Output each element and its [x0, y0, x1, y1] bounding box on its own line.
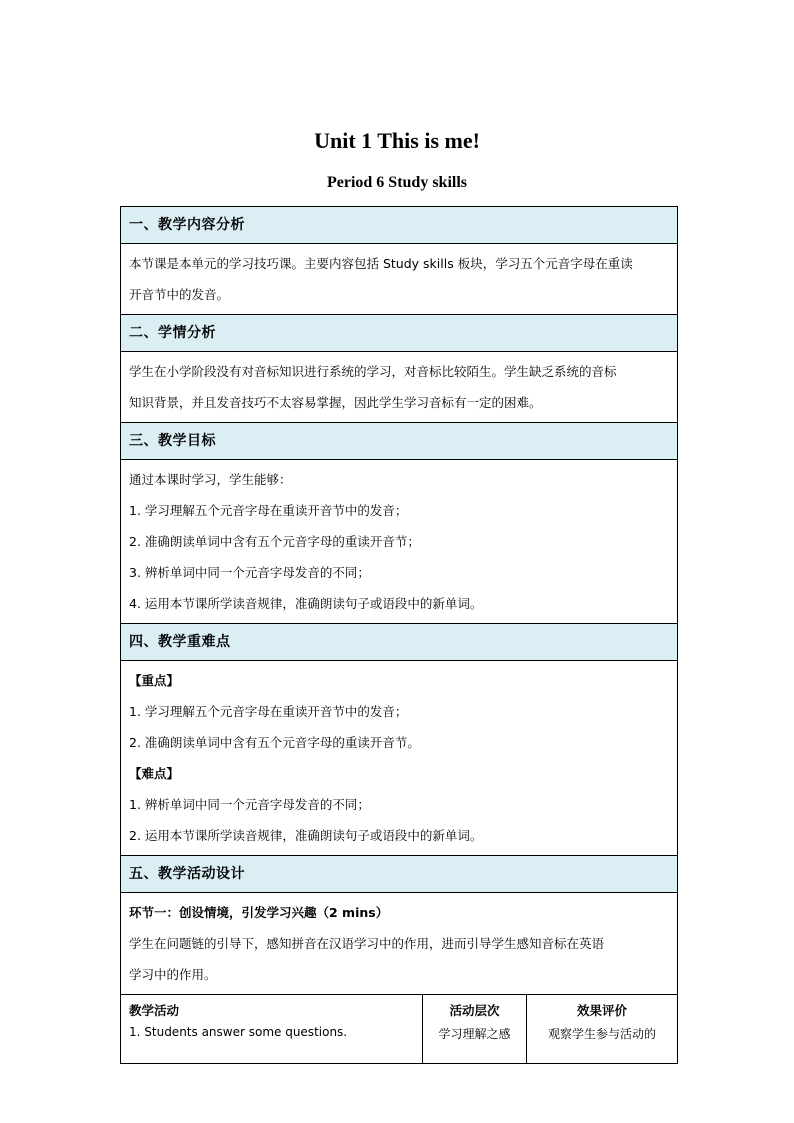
section-header-key-difficult-points: 四、教学重难点	[121, 624, 677, 661]
page-title: Unit 1 This is me!	[314, 128, 480, 153]
section-header-content-analysis: 一、教学内容分析	[121, 207, 677, 244]
section-header-objectives: 三、教学目标	[121, 423, 677, 460]
objective-item: 2. 准确朗读单词中含有五个元音字母的重读开音节；	[129, 534, 420, 549]
level-cell: 学习理解之感	[438, 1027, 511, 1041]
key-point-item: 2. 准确朗读单词中含有五个元音字母的重读开音节。	[129, 735, 420, 750]
section-header-learner-analysis: 二、学情分析	[121, 315, 677, 352]
step-title: 环节一：创设情境，引发学习兴趣（2 mins）	[129, 905, 389, 920]
difficult-point-item: 2. 运用本节课所学读音规律，准确朗读句子或语段中的新单词。	[129, 828, 483, 843]
text-line: 学习中的作用。	[129, 967, 217, 982]
text-line: 本节课是本单元的学习技巧课。主要内容包括 Study skills 板块，学习五个元音字母在重读	[129, 256, 633, 271]
evaluation-column	[527, 995, 677, 1063]
evaluation-header: 效果评价	[576, 1003, 627, 1018]
text-line: 开音节中的发音。	[129, 287, 230, 302]
activity-table	[121, 995, 677, 1063]
key-point-item: 1. 学习理解五个元音字母在重读开音节中的发音；	[129, 704, 408, 719]
section-body-activity-design	[121, 893, 677, 995]
level-column	[423, 995, 527, 1063]
section-body-learner-analysis	[121, 352, 677, 423]
section-body-key-difficult-points	[121, 661, 677, 856]
objective-item: 1. 学习理解五个元音字母在重读开音节中的发音；	[129, 503, 408, 518]
page-subtitle: Period 6 Study skills	[326, 174, 468, 191]
lesson-plan-table	[120, 206, 678, 1064]
text-line: 学生在问题链的引导下，感知拼音在汉语学习中的作用，进而引导学生感知音标在英语	[129, 936, 605, 951]
section-body-objectives	[121, 460, 677, 624]
objective-item: 3. 辨析单词中同一个元音字母发音的不同；	[129, 565, 370, 580]
text-line: 学生在小学阶段没有对音标知识进行系统的学习，对音标比较陌生。学生缺乏系统的音标	[129, 364, 617, 379]
text-line: 通过本课时学习，学生能够：	[129, 472, 292, 487]
activity-column	[121, 995, 423, 1063]
activity-header: 教学活动	[129, 1003, 180, 1018]
objective-item: 4. 运用本节课所学读音规律，准确朗读句子或语段中的新单词。	[129, 596, 483, 611]
key-points-label: 【重点】	[129, 673, 180, 688]
evaluation-cell: 观察学生参与活动的	[547, 1027, 656, 1041]
activity-cell: 1. Students answer some questions.	[129, 1025, 348, 1039]
level-header: 活动层次	[449, 1003, 500, 1018]
difficult-point-item: 1. 辨析单词中同一个元音字母发音的不同；	[129, 797, 370, 812]
text-line: 知识背景，并且发音技巧不太容易掌握，因此学生学习音标有一定的困难。	[129, 395, 542, 410]
section-header-activity-design: 五、教学活动设计	[121, 856, 677, 893]
section-body-content-analysis	[121, 244, 677, 315]
difficult-points-label: 【难点】	[129, 766, 180, 781]
